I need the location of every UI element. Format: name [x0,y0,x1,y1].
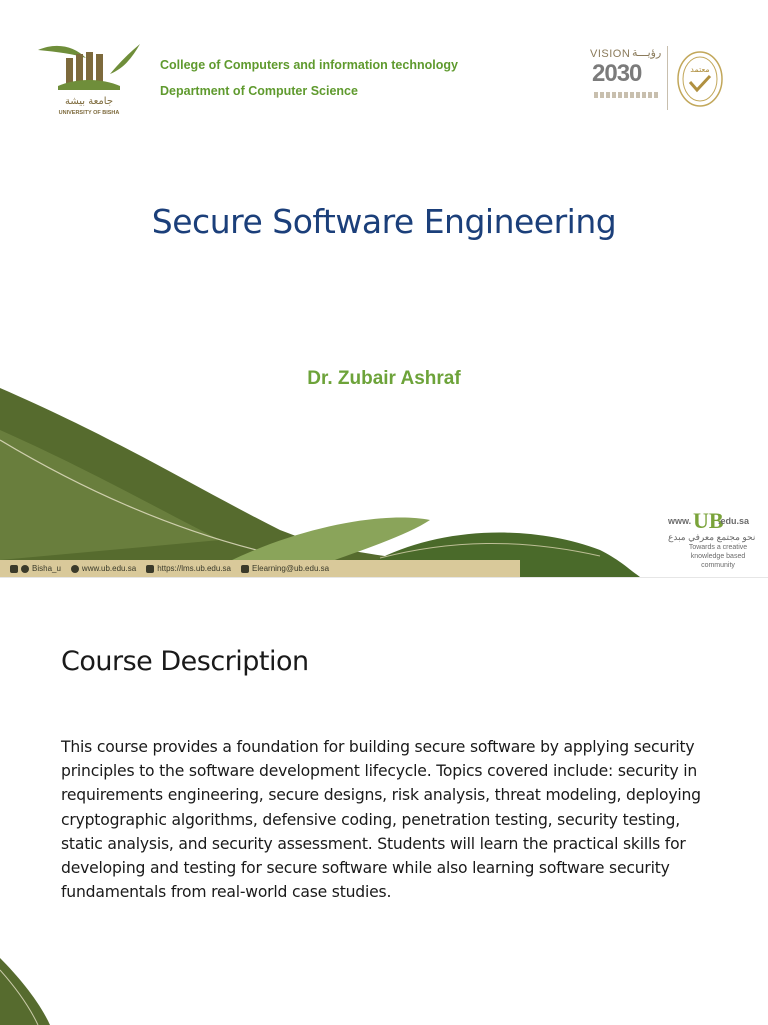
svg-text:معتمد: معتمد [690,65,710,74]
email-icon [241,565,249,573]
ub-www: www. [668,516,692,526]
footer-email-text: Elearning@ub.edu.sa [252,564,330,573]
vision-subtitle-lines [594,92,660,98]
vision-year: 2030 [592,60,642,87]
decorative-leaf [0,958,60,1025]
svg-text:UNIVERSITY OF BISHA: UNIVERSITY OF BISHA [58,110,120,116]
college-name: College of Computers and information technology [160,58,458,72]
ub-domain: .edu.sa [718,516,750,526]
ub-tagline: Towards a creative knowledge based community [688,544,748,569]
course-description-slide [0,577,768,1025]
lms-icon [146,565,154,573]
decorative-waves [0,380,768,577]
vision-2030-logo [590,48,660,108]
footer-website-text: www.ub.edu.sa [81,564,137,573]
department-name: Department of Computer Science [160,84,358,98]
ub-arabic-slogan: نحو مجتمع معرفي مبدع [668,532,756,542]
twitter-icon [10,565,18,573]
globe-icon [71,565,79,573]
vision-word: VISION [590,48,631,60]
footer-email [241,564,329,573]
footer-website [71,564,136,573]
logo-divider [667,46,668,110]
vision-arabic: رؤيـــة [632,47,662,59]
slide-heading: Course Description [61,646,309,677]
footer-social [10,564,61,573]
presenter-name: Dr. Zubair Ashraf [307,368,461,389]
footer-lms [146,564,231,573]
ub-logo [668,508,758,569]
university-logo [36,38,142,118]
course-description-text: This course provides a foundation for building secure software by applying security principles to the software development lifecycle. Topics covered include: security in requirements engineering, secure designs, risk analysis, threat modeling, deploying cryptographic algorithms, defensive coding, penetration testing, security testing, static analysis, and security assessment. Students will learn the practical skills for developing and testing for secure software while also learning software security fundamentals from real-world case studies. [61,738,701,902]
svg-text:جامعة بيشة: جامعة بيشة [64,96,114,107]
accreditation-seal-icon [676,50,724,108]
instagram-icon [21,565,29,573]
footer-contact-bar [0,560,520,577]
footer-social-handle: Bisha_u [32,564,61,573]
footer-lms-text: https://lms.ub.edu.sa [157,564,232,573]
slide-title: Secure Software Engineering [151,202,617,241]
ub-mark: UB [693,508,724,533]
